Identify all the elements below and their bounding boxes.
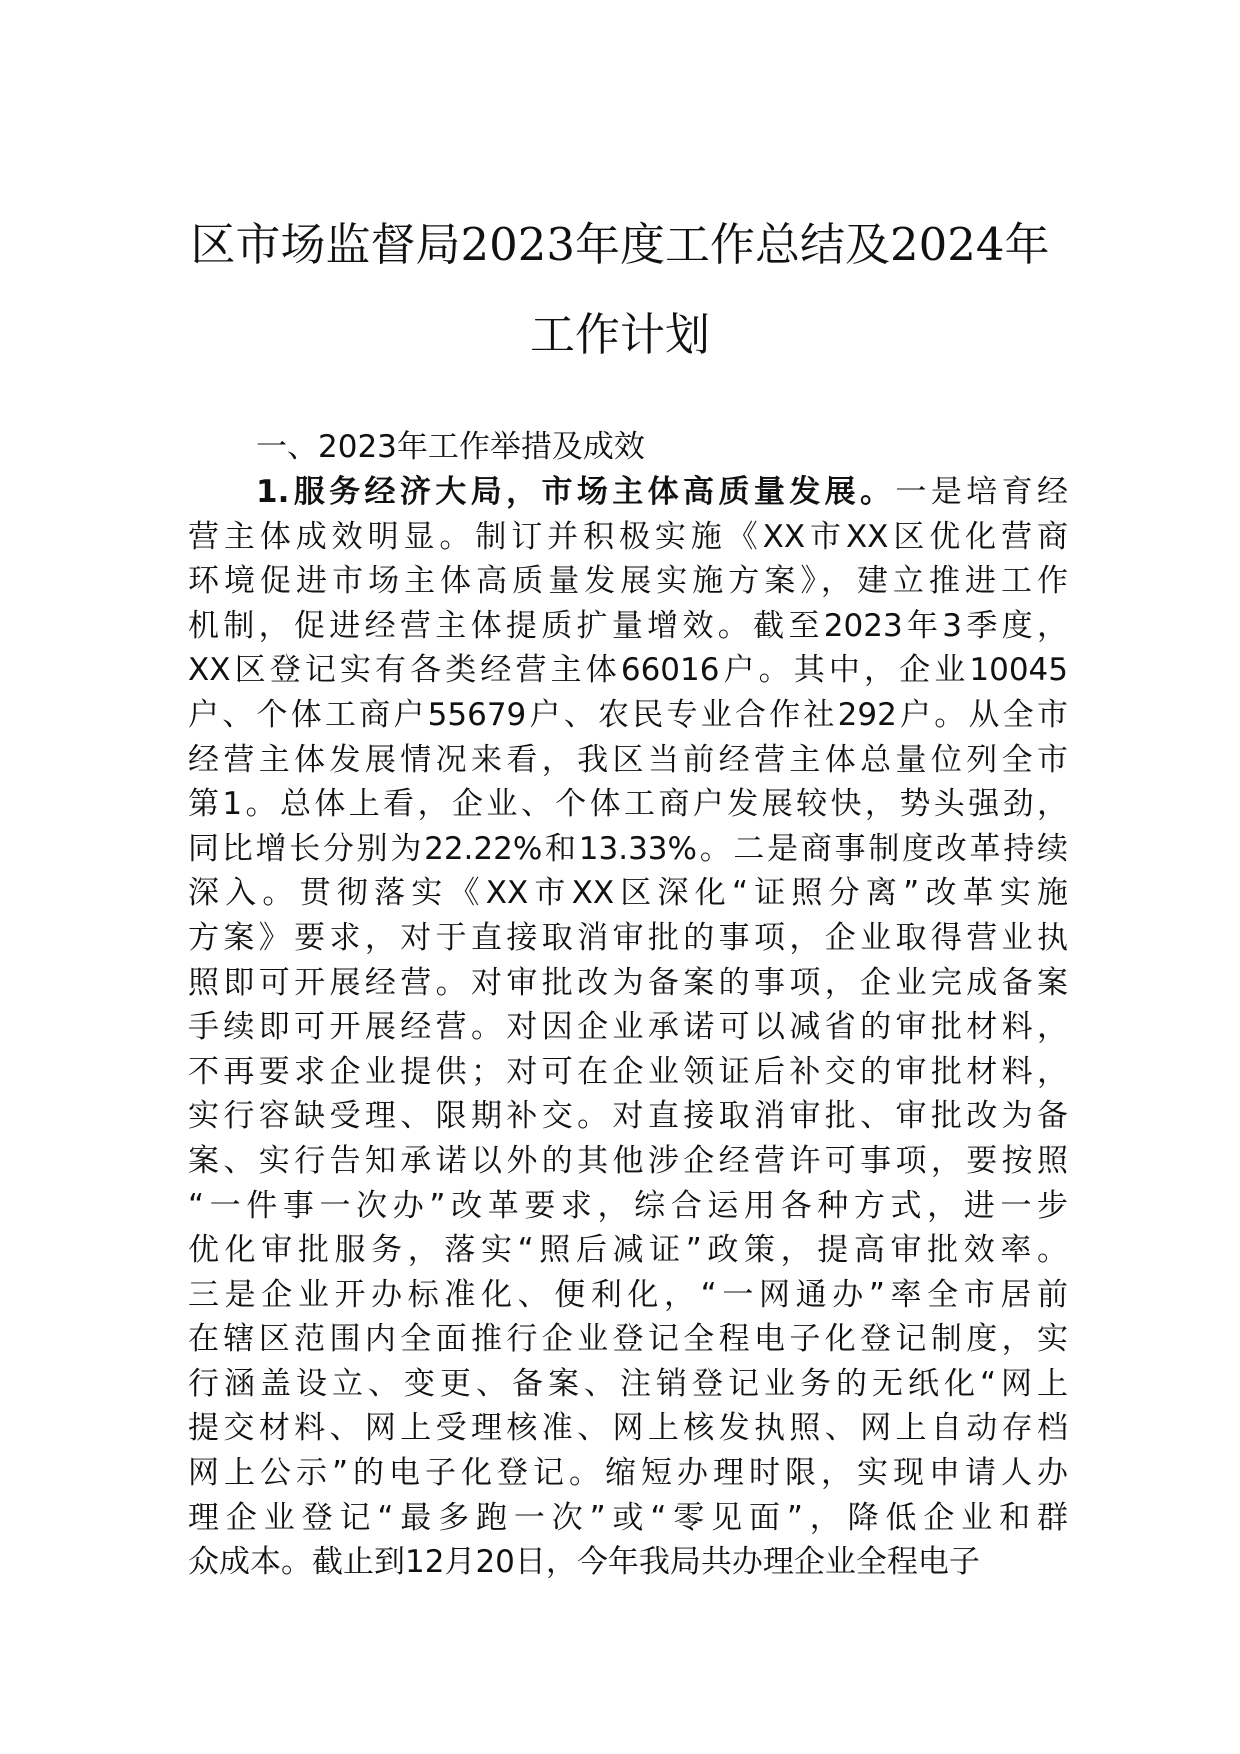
paragraph-line: 不再要求企业提供；对可在企业领证后补交的审批材料， bbox=[188, 1053, 1068, 1090]
paragraph-line: 案、实行告知承诺以外的其他涉企经营许可事项，要按照 bbox=[188, 1142, 1068, 1179]
paragraph-line: 同比增长分别为22.22%和13.33%。二是商事制度改革持续 bbox=[188, 830, 1068, 867]
paragraph-1 bbox=[188, 470, 1068, 1585]
paragraph-line: 三是企业开办标准化、便利化，“一网通办”率全市居前 bbox=[188, 1276, 1068, 1313]
paragraph-line: 经营主体发展情况来看，我区当前经营主体总量位列全市 bbox=[188, 741, 1068, 778]
paragraph-line: 众成本。截止到12月20日，今年我局共办理企业全程电子 bbox=[188, 1544, 980, 1581]
paragraph-line: 手续即可开展经营。对因企业承诺可以减省的审批材料， bbox=[188, 1009, 1068, 1046]
paragraph-line: 理企业登记“最多跑一次”或“零见面”，降低企业和群 bbox=[188, 1499, 1068, 1536]
document-title-line-1: 区市场监督局2023年度工作总结及2024年 bbox=[190, 218, 1050, 271]
paragraph-line: 方案》要求，对于直接取消审批的事项，企业取得营业执 bbox=[188, 919, 1068, 956]
paragraph-bold-lead: 1.服务经济大局，市场主体高质量发展。 bbox=[256, 474, 896, 510]
paragraph-line-text: 一是培育经 bbox=[895, 474, 1068, 510]
section-heading: 一、2023年工作举措及成效 bbox=[256, 429, 645, 465]
paragraph-line: 环境促进市场主体高质量发展实施方案》，建立推进工作 bbox=[188, 563, 1068, 600]
paragraph-line: 在辖区范围内全面推行企业登记全程电子化登记制度，实 bbox=[188, 1321, 1068, 1358]
paragraph-line: 深入。贯彻落实《XX市XX区深化“证照分离”改革实施 bbox=[188, 875, 1068, 912]
paragraph-line: 照即可开展经营。对审批改为备案的事项，企业完成备案 bbox=[188, 964, 1068, 1001]
paragraph-line: 机制，促进经营主体提质扩量增效。截至2023年3季度， bbox=[188, 607, 1068, 644]
paragraph-line: 优化审批服务，落实“照后减证”政策，提高审批效率。 bbox=[188, 1232, 1068, 1269]
paragraph-line: 提交材料、网上受理核准、网上核发执照、网上自动存档 bbox=[188, 1410, 1068, 1447]
paragraph-line: 行涵盖设立、变更、备案、注销登记业务的无纸化“网上 bbox=[188, 1365, 1068, 1402]
paragraph-line: 营主体成效明显。制订并积极实施《XX市XX区优化营商 bbox=[188, 518, 1068, 555]
paragraph-line: 户、个体工商户55679户、农民专业合作社292户。从全市 bbox=[188, 696, 1068, 733]
paragraph-line: XX区登记实有各类经营主体66016户。其中，企业10045 bbox=[188, 652, 1068, 689]
paragraph-line bbox=[188, 470, 1068, 515]
paragraph-line: 网上公示”的电子化登记。缩短办理时限，实现申请人办 bbox=[188, 1455, 1068, 1492]
document-title-line-2: 工作计划 bbox=[529, 308, 710, 361]
paragraph-line: 实行容缺受理、限期补交。对直接取消审批、审批改为备 bbox=[188, 1098, 1068, 1135]
paragraph-line: “一件事一次办”改革要求，综合运用各种方式，进一步 bbox=[188, 1187, 1068, 1224]
paragraph-line: 第1。总体上看，企业、个体工商户发展较快，势头强劲， bbox=[188, 786, 1068, 823]
